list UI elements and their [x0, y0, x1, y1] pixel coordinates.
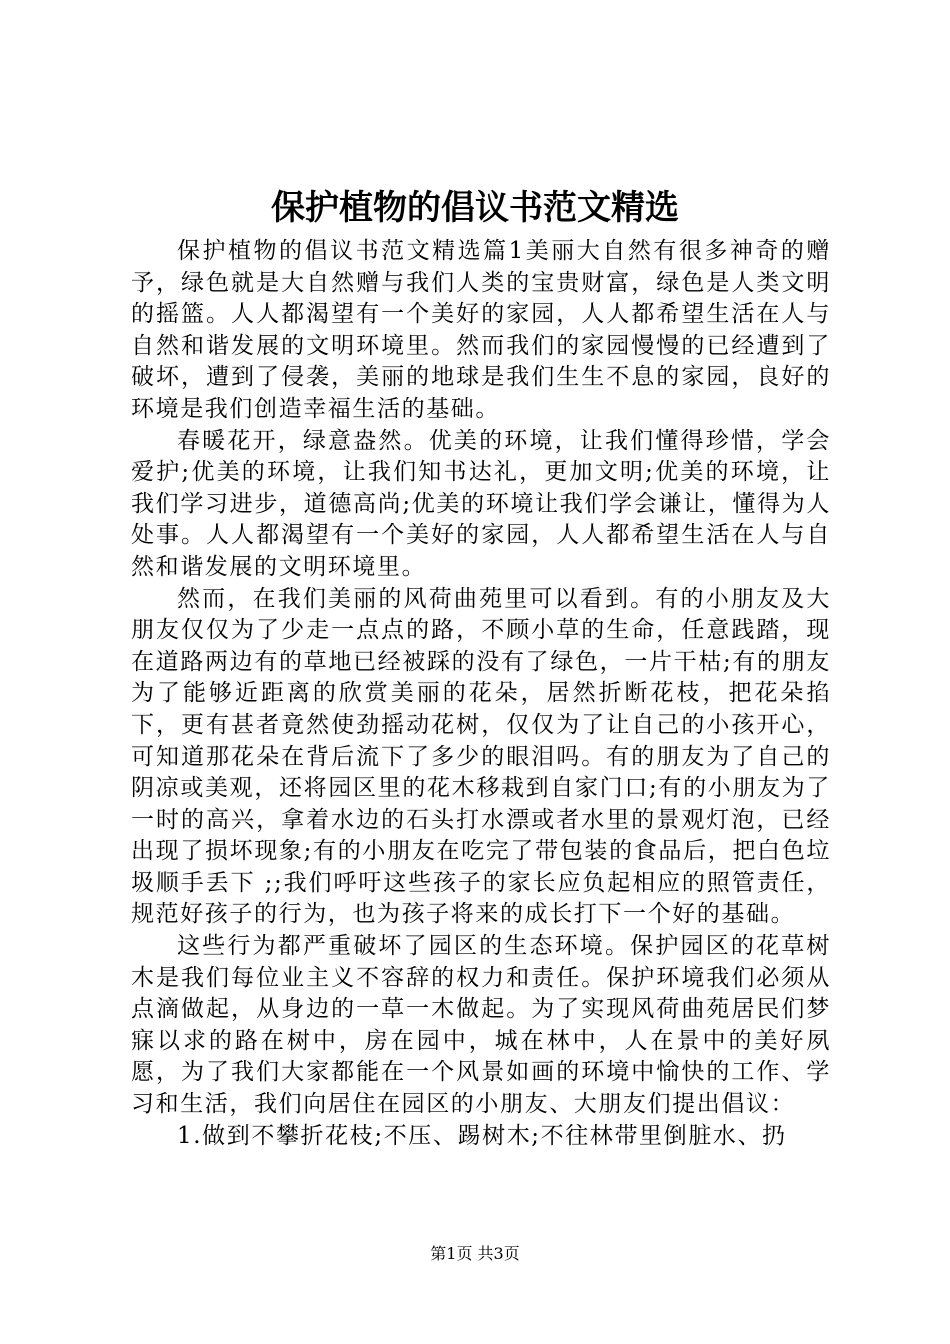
paragraph-2: 春暖花开，绿意盎然。优美的环境，让我们懂得珍惜，学会爱护;优美的环境，让我们知书达礼，更加文明;优美的环境，让我们学习进步，道德高尚;优美的环境让我们学会谦让，懂得为人处事。人人都渴望有一个美好的家园，人人都希望生活在人与自然和谐发展的文明环境里。	[131, 427, 831, 580]
paragraph-3: 然而，在我们美丽的风荷曲苑里可以看到。有的小朋友及大朋友仅仅为了少走一点点的路，不顾小草的生命，任意践踏，现在道路两边有的草地已经被踩的没有了绿色，一片干枯;有的朋友为了能够近距离的欣赏美丽的花朵，居然折断花枝，把花朵掐下，更有甚者竟然使劲摇动花树，仅仅为了让自己的小孩开心，可知道那花朵在背后流下了多少的眼泪吗。有的朋友为了自己的阴凉或美观，还将园区里的花木移栽到自家门口;有的小朋友为了一时的高兴，拿着水边的石头打水漂或者水里的景观灯泡，已经出现了损坏现象;有的小朋友在吃完了带包装的食品后，把白色垃圾顺手丢下 ;;我们呼吁这些孩子的家长应负起相应的照管责任，规范好孩子的行为，也为孩子将来的成长打下一个好的基础。	[131, 585, 831, 928]
page-title: 保护植物的倡议书范文精选	[271, 188, 679, 228]
paragraph-5: 1.做到不攀折花枝;不压、踢树木;不往林带里倒脏水、扔	[177, 1122, 787, 1149]
page-footer: 第1页 共3页	[430, 1244, 520, 1263]
paragraph-4: 这些行为都严重破坏了园区的生态环境。保护园区的花草树木是我们每位业主义不容辞的权力和责任。保护环境我们必须从点滴做起，从身边的一草一木做起。为了实现风荷曲苑居民们梦寐以求的路在树中，房在园中，城在林中，人在景中的美好夙愿，为了我们大家都能在一个风景如画的环境中愉快的工作、学习和生活，我们向居住在园区的小朋友、大朋友们提出倡议：	[131, 933, 831, 1118]
document-body	[131, 236, 831, 1152]
paragraph-1: 保护植物的倡议书范文精选篇1美丽大自然有很多神奇的赠予，绿色就是大自然赠与我们人类的宝贵财富，绿色是人类文明的摇篮。人人都渴望有一个美好的家园，人人都希望生活在人与自然和谐发展的文明环境里。然而我们的家园慢慢的已经遭到了破坏，遭到了侵袭，美丽的地球是我们生生不息的家园，良好的环境是我们创造幸福生活的基础。	[131, 238, 831, 422]
